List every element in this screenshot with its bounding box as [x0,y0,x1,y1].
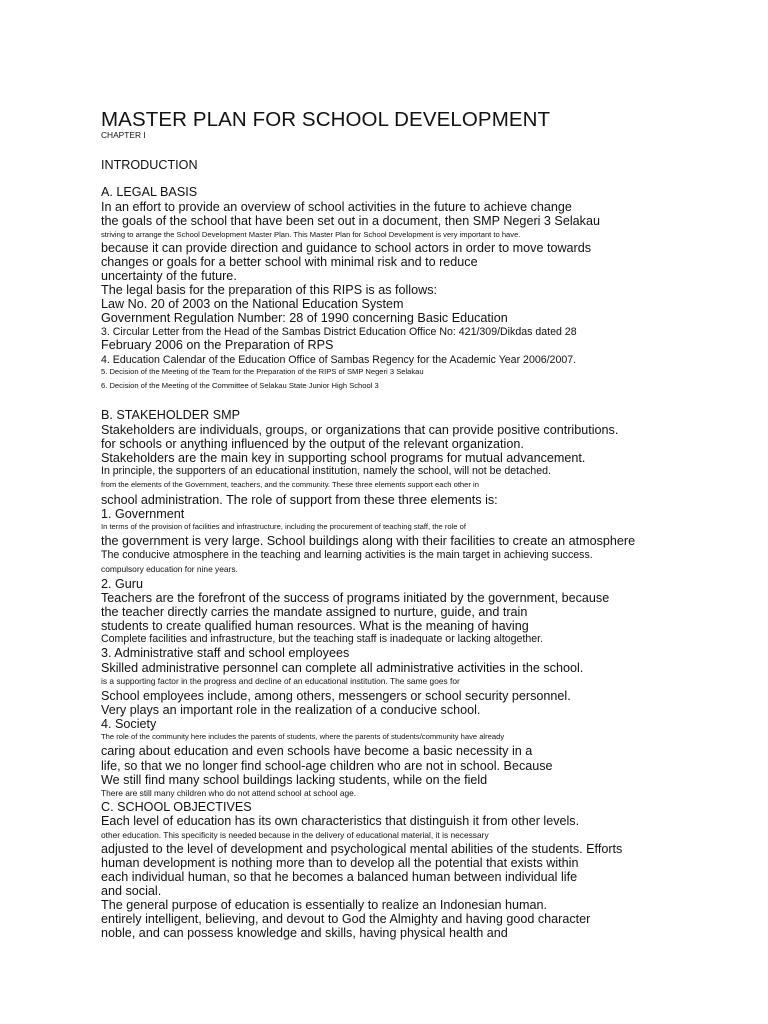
section-b-line: students to create qualified human resources. What is the meaning of having [101,619,529,633]
section-c-line: adjusted to the level of development and psychological mental abilities of the students. Efforts [101,842,623,856]
section-b-line: The conducive atmosphere in the teaching and learning activities is the main target in achieving success. [101,549,593,561]
section-b-line: School employees include, among others, messengers or school security personnel. [101,689,571,703]
section-a-line: February 2006 on the Preparation of RPS [101,338,334,352]
section-a-line: 4. Education Calendar of the Education Office of Sambas Regency for the Academic Year 2006/2007. [101,354,577,366]
section-b-line: Very plays an important role in the realization of a conducive school. [101,703,481,717]
section-b-line: for schools or anything influenced by the output of the relevant organization. [101,437,524,451]
introduction-heading: INTRODUCTION [101,158,198,172]
section-c-line: noble, and can possess knowledge and skills, having physical health and [101,926,508,940]
section-b-line: the teacher directly carries the mandate assigned to nurture, guide, and train [101,605,528,619]
section-a-line: 3. Circular Letter from the Head of the Sambas District Education Office No: 421/309/Dikdas dated 28 [101,326,577,338]
section-b-line: is a supporting factor in the progress and decline of an educational institution. The same goes for [101,676,460,686]
section-b-line: the government is very large. School buildings along with their facilities to create an atmosphere [101,534,636,548]
section-b-heading: B. STAKEHOLDER SMP [101,408,241,422]
section-b-line: In terms of the provision of facilities and infrastructure, including the procurement of teaching staff, the role of [101,522,466,531]
section-b-line: There are still many children who do not attend school at school age. [101,788,357,798]
section-a-line: 5. Decision of the Meeting of the Team for the Preparation of the RIPS of SMP Negeri 3 Selakau [101,367,424,376]
section-b-line: life, so that we no longer find school-age children who are not in school. Because [101,759,553,773]
section-b-line: caring about education and even schools have become a basic necessity in a [101,744,533,758]
section-a-line: the goals of the school that have been set out in a document, then SMP Negeri 3 Selakau [101,214,600,228]
section-a-line: Law No. 20 of 2003 on the National Education System [101,297,404,311]
section-c-line: each individual human, so that he becomes a balanced human between individual life [101,870,578,884]
section-c-line: entirely intelligent, believing, and devout to God the Almighty and having good character [101,912,591,926]
section-a-heading: A. LEGAL BASIS [101,185,198,199]
section-b-line: 4. Society [101,717,157,731]
section-a-line: 6. Decision of the Meeting of the Committee of Selakau State Junior High School 3 [101,381,379,390]
section-b-line: 1. Government [101,507,185,521]
section-b-line: school administration. The role of support from these three elements is: [101,493,498,507]
section-b-line: In principle, the supporters of an educational institution, namely the school, will not be detached. [101,465,551,477]
section-b-line: We still find many school buildings lacking students, while on the field [101,773,488,787]
section-c-line: other education. This specificity is needed because in the delivery of educational material, it is necessary [101,830,489,840]
section-b-line: The role of the community here includes the parents of students, where the parents of students/community have already [101,732,505,741]
section-b-line: 3. Administrative staff and school employees [101,646,350,660]
section-b-line: from the elements of the Government, teachers, and the community. These three elements support each other in [101,480,479,489]
chapter-label: CHAPTER I [101,130,146,140]
section-a-line: The legal basis for the preparation of this RIPS is as follows: [101,283,437,297]
section-b-line: Stakeholders are individuals, groups, or organizations that can provide positive contributions. [101,423,619,437]
page-title: MASTER PLAN FOR SCHOOL DEVELOPMENT [101,108,551,131]
section-c-line: The general purpose of education is essentially to realize an Indonesian human. [101,898,547,912]
section-b-line: Complete facilities and infrastructure, but the teaching staff is inadequate or lacking altogether. [101,633,544,645]
section-a-line: Government Regulation Number: 28 of 1990 concerning Basic Education [101,311,508,325]
section-b-line: Stakeholders are the main key in supporting school programs for mutual advancement. [101,451,586,465]
section-a-line: uncertainty of the future. [101,269,237,283]
section-a-line: In an effort to provide an overview of school activities in the future to achieve change [101,200,572,214]
section-c-line: human development is nothing more than to develop all the potential that exists within [101,856,579,870]
section-b-line: compulsory education for nine years. [101,564,238,574]
section-c-heading: C. SCHOOL OBJECTIVES [101,800,252,814]
section-a-line: changes or goals for a better school with minimal risk and to reduce [101,255,478,269]
section-c-line: and social. [101,884,162,898]
section-b-line: Skilled administrative personnel can complete all administrative activities in the school. [101,661,584,675]
section-a-line: striving to arrange the School Development Master Plan. This Master Plan for School Development is very important to have. [101,230,521,239]
section-b-line: Teachers are the forefront of the success of programs initiated by the government, because [101,591,610,605]
section-a-line: because it can provide direction and guidance to school actors in order to move towards [101,241,592,255]
section-c-line: Each level of education has its own characteristics that distinguish it from other levels. [101,814,580,828]
section-b-line: 2. Guru [101,577,143,591]
